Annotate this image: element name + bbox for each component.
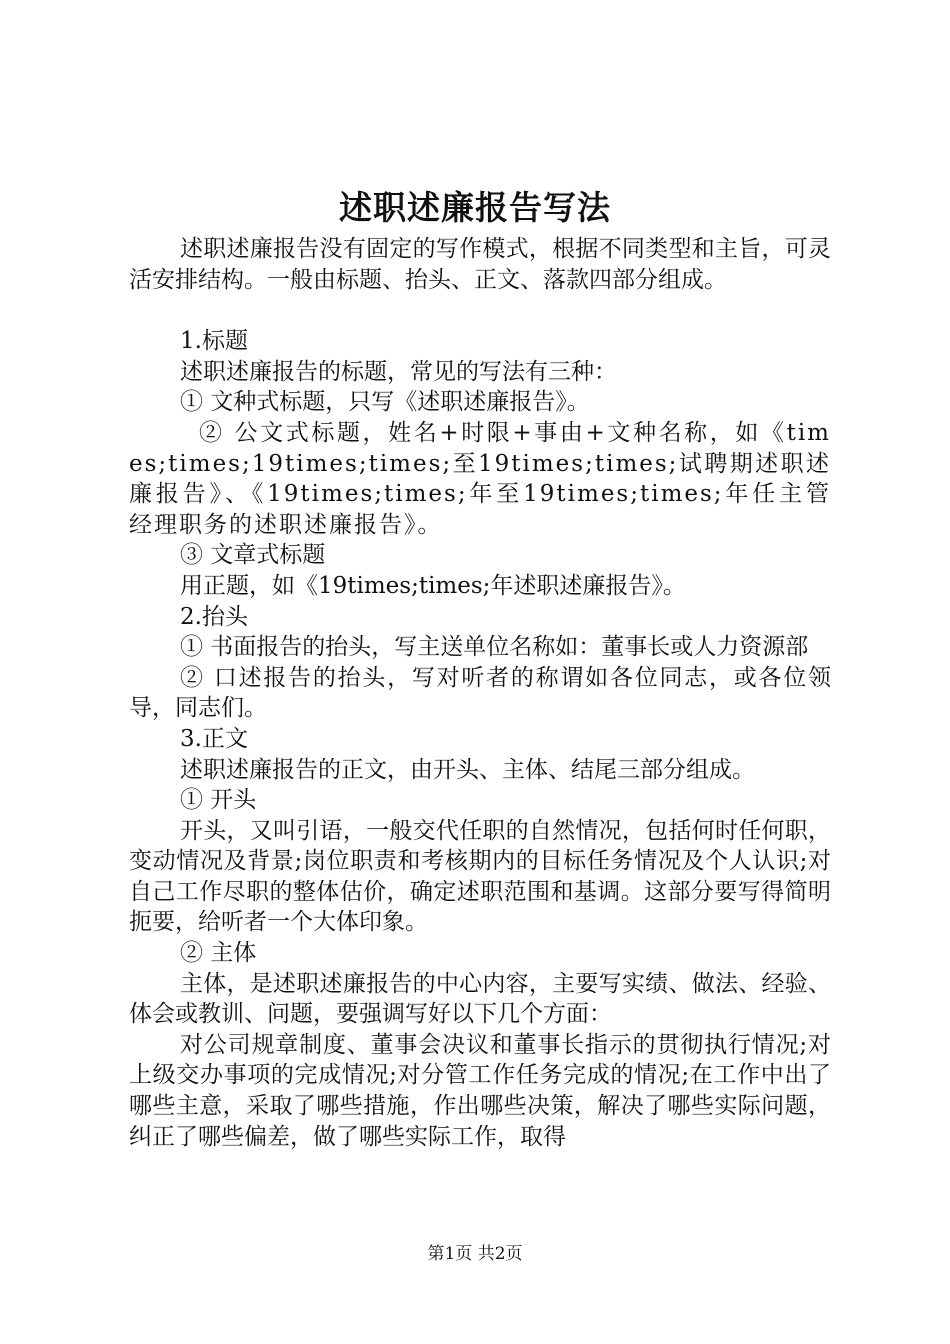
paragraph-title-example: 用正题，如《19times;times;年述职述廉报告》。 — [180, 572, 686, 599]
subheading-opening: ① 开头 — [180, 787, 257, 814]
page-number: 第1页 共2页 — [427, 1244, 523, 1264]
list-item-title-type-3: ③ 文章式标题 — [180, 542, 326, 569]
paragraph-spacer — [129, 295, 831, 326]
subheading-main: ② 主体 — [180, 940, 257, 967]
section-heading-body: 3.正文 — [180, 725, 248, 752]
paragraph-body-structure: 述职述廉报告的正文，由开头、主体、结尾三部分组成。 — [180, 756, 755, 783]
paragraph-main: 主体，是述职述廉报告的中心内容，主要写实绩、做法、经验、体会或教训、问题，要强调写好以下几个方面： — [129, 970, 831, 1028]
section-heading-header: 2.抬头 — [180, 603, 248, 630]
list-item-title-type-2: ② 公文式标题，姓名+时限+事由+文种名称，如《times;times;19times;times;至19times;times;试聘期述职述廉报告》、《19times;times;年至19times;times;年任主管经理职务的述职述廉报告》。 — [129, 419, 831, 538]
list-item-title-type-1: ① 文种式标题，只写《述职述廉报告》。 — [180, 389, 590, 416]
section-heading-title: 1.标题 — [180, 328, 248, 355]
paragraph-intro: 述职述廉报告没有固定的写作模式，根据不同类型和主旨，可灵活安排结构。一般由标题、抬头、正文、落款四部分组成。 — [129, 236, 831, 293]
paragraph-title-types: 述职述廉报告的标题，常见的写法有三种： — [180, 358, 617, 385]
list-item-header-written: ① 书面报告的抬头，写主送单位名称如：董事长或人力资源部 — [180, 634, 809, 661]
paragraph-opening: 开头，又叫引语，一般交代任职的自然情况，包括何时任何职，变动情况及背景;岗位职责和考核期内的目标任务情况及个人认识;对自己工作尽职的整体估价，确定述职范围和基调。这部分要写得简明扼要，给听者一个大体印象。 — [129, 817, 831, 936]
paragraph-main-details: 对公司规章制度、董事会决议和董事长指示的贯彻执行情况;对上级交办事项的完成情况;对分管工作任务完成的情况;在工作中出了哪些主意，采取了哪些措施，作出哪些决策，解决了哪些实际问题，纠正了哪些偏差，做了哪些实际工作，取得 — [129, 1031, 831, 1150]
document-body — [129, 234, 831, 1152]
list-item-header-oral: ② 口述报告的抬头，写对听者的称谓如各位同志，或各位领导，同志们。 — [129, 664, 831, 722]
document-title: 述职述廉报告写法 — [339, 188, 611, 227]
